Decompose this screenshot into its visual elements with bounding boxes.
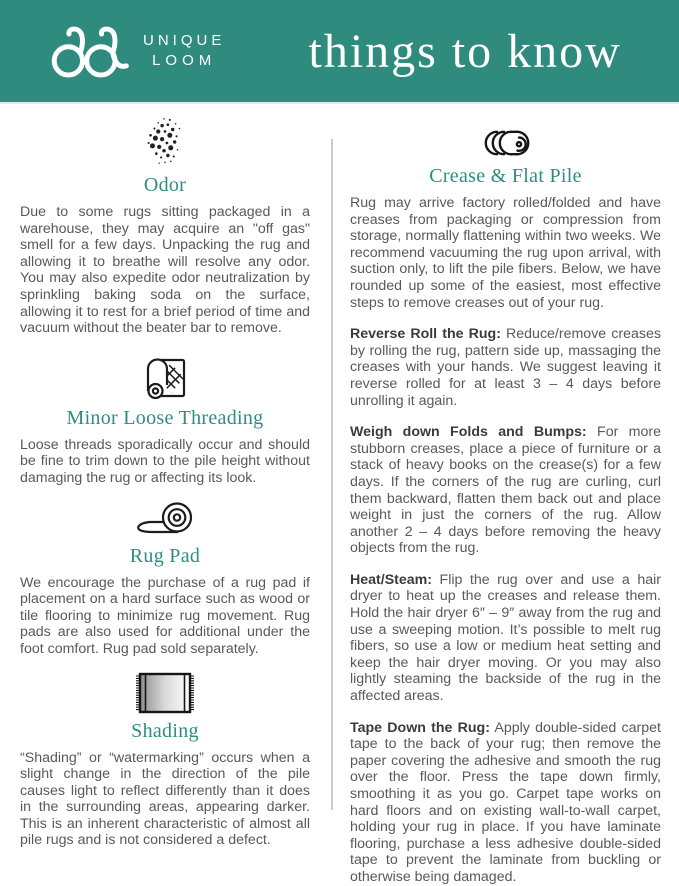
section-heading: Shading <box>131 719 199 742</box>
brand-wordmark <box>143 31 225 72</box>
tip-body: Reduce/remove creases by rolling the rug, pattern side up, massaging the creases with your hands. We suggest leaving it reverse rolled for at least 3 – 4 days before unrolling it again. <box>350 326 661 409</box>
odor-dots-icon <box>20 117 310 169</box>
tip-body: Apply double-sided carpet tape to the back of your rug; then remove the paper covering the adhesive and smooth the rug over the floor. Press the tape down firmly, smoothing it as you go. Carpet tape works on hard floors and on existing wall-to-wall carpet, holding your rug in place. If you have laminate flooring, purchase a less adhesive double-sided tape to prevent the laminate from buckling or otherwise being damaged. <box>350 719 661 885</box>
section-body: Loose threads sporadically occur and should be fine to trim down to the pile height without damaging the rug or affecting its look. <box>20 436 310 486</box>
tip-label: Heat/Steam: <box>350 571 433 588</box>
rolled-rug-side-icon <box>350 129 661 157</box>
content <box>0 104 679 885</box>
tip-label: Weigh down Folds and Bumps: <box>350 424 587 441</box>
section-heading: Crease & Flat Pile <box>429 165 582 187</box>
tip-heat-steam <box>350 572 661 705</box>
brand <box>50 19 225 83</box>
left-column <box>20 117 310 849</box>
section-body: Due to some rugs sitting packaged in a warehouse, they may acquire an "off gas" smell for a few days. Unpacking the rug and allowing it to breathe will resolve any odor. You may also expedite odor neutralization by sprinkling baking soda on the surface, allowing it to rest for a brief period of time and vacuum without the beater bar to remove. <box>20 204 310 337</box>
section-crease-flat-pile <box>350 129 661 311</box>
tip-label: Reverse Roll the Rug: <box>350 326 501 343</box>
tip-reverse-roll <box>350 326 661 409</box>
column-divider <box>331 139 333 810</box>
brand-line-unique: UNIQUE <box>143 31 226 49</box>
section-heading: Rug Pad <box>129 544 201 567</box>
shaded-rug-icon <box>20 671 310 715</box>
section-heading: Minor Loose Threading <box>66 406 264 429</box>
page-title: things to know <box>308 24 622 78</box>
section-heading: Odor <box>143 174 187 196</box>
brand-line-loom: LOOM <box>152 52 217 69</box>
tip-weigh-down <box>350 424 661 557</box>
section-odor <box>20 117 310 337</box>
section-rug-pad <box>20 500 310 658</box>
tip-body: Flip the rug over and use a hair dryer to heat up the creases and release them. Hold the hair dryer 6″ – 9″ away from the rug and use a sweeping motion. It’s possible to melt rug fibers, so use a low or medium heat setting and keep the hair dryer moving. Or you may also lightly steaming the backside of the rug in the affected areas. <box>350 571 661 705</box>
tip-label: Tape Down the Rug: <box>350 719 490 736</box>
rolled-rug-threading-icon <box>20 350 310 402</box>
tip-body: For more stubborn creases, place a piece of furniture or a stack of heavy books on the crease(s) for a few days. If the corners of the rug are curling, curl them backward, flatten them back out and place weight in just the corners of the rug. Allow another 2 – 4 days before removing the heavy objects from the rug. <box>350 424 661 557</box>
right-column <box>350 117 661 885</box>
section-shading <box>20 671 310 850</box>
rug-pad-roll-icon <box>20 500 310 540</box>
section-body: “Shading” or “watermarking” occurs when a slight change in the direction of the pile causes light to reflect differently than it does in the surrounding areas, appearing darker. This is an inherent characteristic of almost all pile rugs and is not considered a defect. <box>20 749 310 849</box>
unique-loom-logo-icon <box>50 19 132 83</box>
section-loose-threading <box>20 350 310 487</box>
section-body: Rug may arrive factory rolled/folded and have creases from packaging or compression from storage, normally flattening within two weeks. We recommend vacuuming the rug upon arrival, with suction only, to lift the pile fibers. Below, we have rounded up some of the easiest, most effective steps to remove creases out of your rug. <box>350 195 661 311</box>
header <box>0 0 679 104</box>
tip-tape-down <box>350 720 661 886</box>
section-body: We encourage the purchase of a rug pad if placement on a hard surface such as wood or tile flooring to minimize rug movement. Rug pads are also used for additional under the foot comfort. Rug pad sold separately. <box>20 574 310 657</box>
